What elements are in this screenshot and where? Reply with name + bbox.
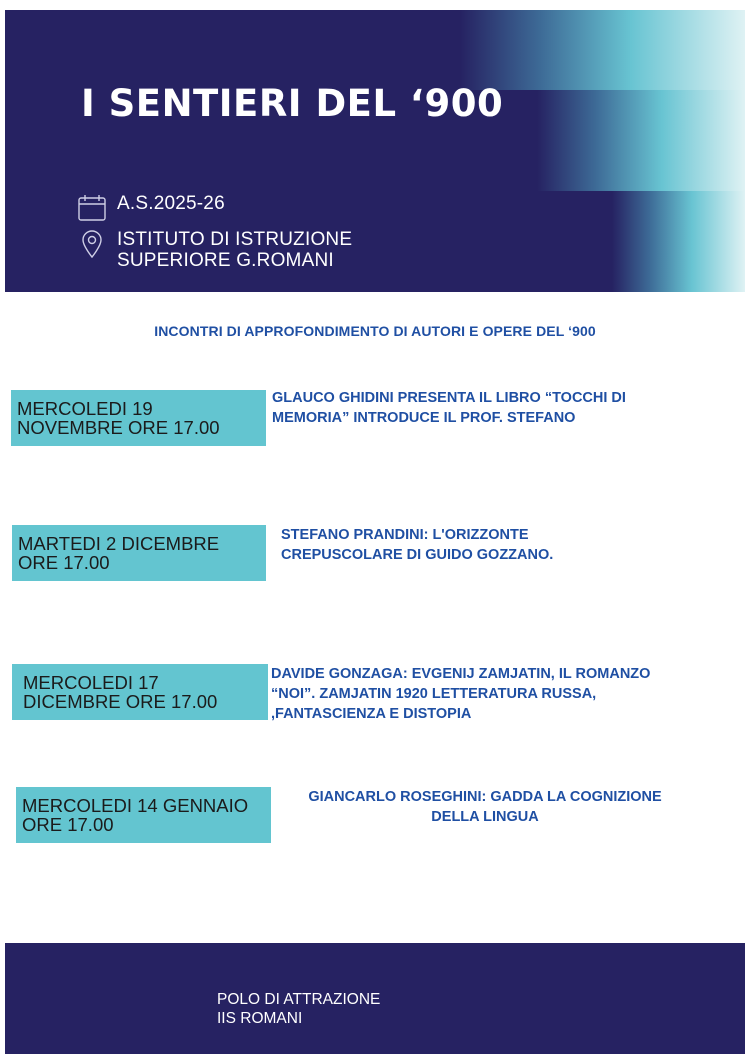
footer-line-1: POLO DI ATTRAZIONE [217, 991, 381, 1008]
event-description [275, 787, 695, 827]
event-date-line-1: MERCOLEDI 19 [17, 398, 153, 419]
event-date-line-1: MERCOLEDI 17 [23, 672, 159, 693]
event-description [281, 525, 681, 565]
event-date-box [16, 787, 271, 843]
subtitle: INCONTRI DI APPROFONDIMENTO DI AUTORI E OPERE DEL ‘900 [154, 323, 596, 339]
event-desc-line-2: CREPUSCOLARE DI GUIDO GOZZANO. [281, 547, 554, 563]
location-row [77, 229, 352, 271]
page-title: I SENTIERI DEL ‘900 [81, 82, 504, 125]
event-desc-line-3: ,FANTASCIENZA E DISTOPIA [271, 706, 472, 722]
event-desc-line-2: DELLA LINGUA [431, 809, 539, 825]
event-description [272, 388, 712, 428]
calendar-icon [77, 193, 107, 223]
event-desc-line-2: “NOI”. ZAMJATIN 1920 LETTERATURA RUSSA, [271, 686, 597, 702]
event-desc-line-1: DAVIDE GONZAGA: EVGENIJ ZAMJATIN, IL ROMANZO [271, 666, 651, 682]
school-year-row [77, 193, 225, 223]
header-banner [5, 10, 745, 292]
map-pin-icon [77, 229, 107, 259]
event-date-line-2: NOVEMBRE ORE 17.00 [17, 417, 220, 438]
location-line-2: SUPERIORE G.ROMANI [117, 250, 334, 271]
event-date-box [12, 664, 268, 720]
event-date-line-2: DICEMBRE ORE 17.00 [23, 691, 218, 712]
event-date-box [12, 525, 266, 581]
event-date-line-2: ORE 17.00 [22, 814, 114, 835]
event-description [271, 664, 741, 724]
location-line-1: ISTITUTO DI ISTRUZIONE [117, 229, 353, 250]
event-date-box [11, 390, 266, 446]
gradient-block-2 [537, 90, 745, 191]
footer-banner [5, 943, 745, 1054]
event-date-line-2: ORE 17.00 [18, 552, 110, 573]
event-date-line-1: MARTEDI 2 DICEMBRE [18, 533, 220, 554]
footer-text [217, 990, 380, 1028]
school-year: A.S.2025-26 [117, 193, 225, 214]
event-desc-line-1: STEFANO PRANDINI: L'ORIZZONTE [281, 527, 529, 543]
gradient-block-1 [460, 10, 745, 90]
event-desc-line-1: GLAUCO GHIDINI PRESENTA IL LIBRO “TOCCHI DI [272, 390, 626, 406]
gradient-block-3 [612, 191, 745, 292]
footer-line-2: IIS ROMANI [217, 1010, 303, 1027]
event-date-line-1: MERCOLEDI 14 GENNAIO [22, 795, 249, 816]
event-desc-line-2: MEMORIA” INTRODUCE IL PROF. STEFANO [272, 410, 576, 426]
location-text [117, 229, 352, 271]
event-desc-line-1: GIANCARLO ROSEGHINI: GADDA LA COGNIZIONE [308, 789, 662, 805]
